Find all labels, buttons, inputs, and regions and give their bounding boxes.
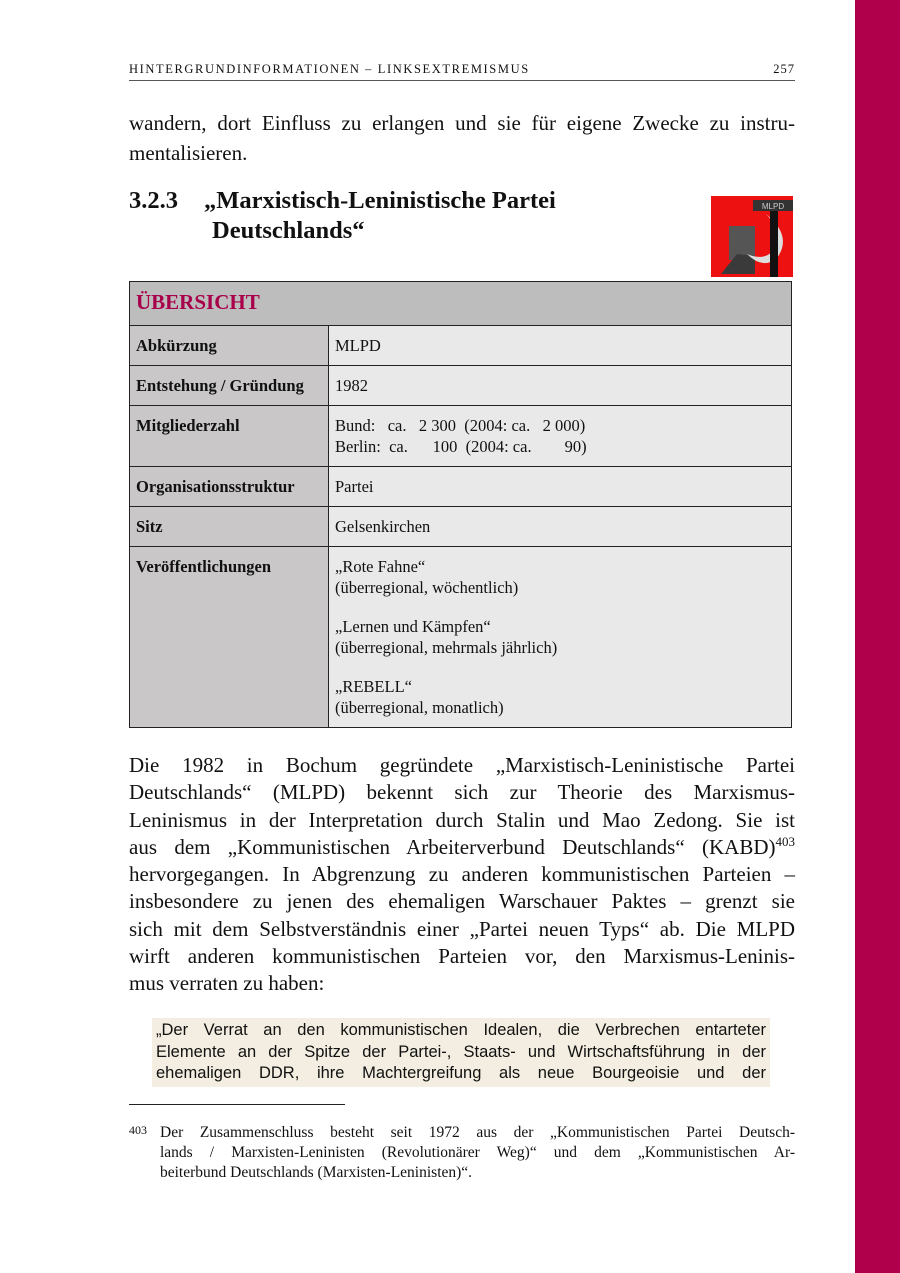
text-line: Die 1982 in Bochum gegründete „Marxistisch-Leninistische Partei — [129, 753, 795, 777]
footnote-line: beiterbund Deutschlands (Marxisten-Leninisten)“. — [160, 1164, 473, 1181]
value-line: (überregional, wöchentlich) — [335, 578, 519, 597]
section-heading — [129, 186, 556, 246]
table-row — [130, 326, 792, 366]
row-key: Organisationsstruktur — [130, 467, 329, 507]
table-row — [130, 406, 792, 467]
value-line: Bund: ca. 2 300 (2004: ca. 2 000) — [335, 416, 586, 435]
value-line: Berlin: ca. 100 (2004: ca. 90) — [335, 437, 587, 456]
text-line: Deutschlands“ (MLPD) bekennt sich zur Theorie des Marxismus- — [129, 780, 795, 805]
quote-line: „Der Verrat an den kommunistischen Idealen, die Verbrechen entarteter — [156, 1021, 766, 1039]
section-title-line1: „Marxistisch-Leninistische Partei — [204, 187, 556, 214]
row-value: MLPD — [329, 326, 792, 366]
quote-line: Elemente an der Spitze der Partei-, Staats- und Wirtschaftsführung in der — [156, 1042, 766, 1061]
text-line: insbesondere zu jenen des ehemaligen Warschauer Paktes – grenzt sie — [129, 889, 795, 914]
section-title-line2: Deutschlands“ — [212, 217, 365, 244]
text-line: Leninismus in der Interpretation durch Stalin und Mao Zedong. Sie ist — [129, 807, 795, 832]
footnote-reference[interactable]: 403 — [775, 833, 795, 849]
text-line: wirft anderen kommunistischen Parteien vor, den Marxismus-Leninis- — [129, 944, 795, 969]
row-value — [329, 547, 792, 728]
table-row — [130, 467, 792, 507]
running-header — [129, 62, 795, 81]
row-key: Entstehung / Gründung — [130, 366, 329, 406]
value-line: (überregional, mehrmals jährlich) — [335, 638, 558, 657]
text-line — [129, 834, 795, 861]
row-value: Partei — [329, 467, 792, 507]
value-line: (überregional, monatlich) — [335, 698, 504, 717]
row-value: Gelsenkirchen — [329, 507, 792, 547]
text-line: wandern, dort Einfluss zu erlangen und sie für eigene Zwecke zu instru- — [129, 111, 795, 135]
table-row — [130, 366, 792, 406]
overview-table — [129, 281, 792, 728]
footnote-divider — [129, 1104, 345, 1105]
footnote-number: 403 — [129, 1123, 147, 1137]
page-edge-bar — [855, 0, 900, 1273]
row-key: Abkürzung — [130, 326, 329, 366]
value-line: „Rote Fahne“ — [335, 557, 426, 576]
footnote-line: Der Zusammenschluss besteht seit 1972 aus der „Kommunistischen Partei Deutsch- — [160, 1124, 795, 1141]
row-value — [329, 406, 792, 467]
mlpd-logo — [711, 196, 793, 277]
quote-line: ehemaligen DDR, ihre Machtergreifung als neue Bourgeoisie und der — [156, 1064, 766, 1082]
text-line: mentalisieren. — [129, 141, 248, 165]
text-line: hervorgegangen. In Abgrenzung zu anderen kommunistischen Parteien – — [129, 862, 795, 887]
table-row — [130, 547, 792, 728]
logo-text: MLPD — [761, 202, 785, 211]
footnote — [129, 1123, 795, 1183]
value-line: „Lernen und Kämpfen“ — [335, 617, 491, 636]
text-line: sich mit dem Selbstverständnis einer „Partei neuen Typs“ ab. Die MLPD — [129, 916, 795, 941]
row-key: Veröffentlichungen — [130, 547, 329, 728]
row-key: Sitz — [130, 507, 329, 547]
block-quote — [152, 1018, 770, 1087]
table-row — [130, 507, 792, 547]
page-number: 257 — [773, 62, 795, 76]
row-key: Mitgliederzahl — [130, 406, 329, 467]
text-line-content: aus dem „Kommunistischen Arbeiterverbund Deutschlands“ (KABD) — [129, 834, 776, 859]
intro-paragraph — [129, 108, 795, 168]
footnote-line: lands / Marxisten-Leninisten (Revolutionärer Weg)“ und dem „Kommunistischen Ar- — [160, 1144, 795, 1161]
row-value: 1982 — [329, 366, 792, 406]
header-title: HINTERGRUNDINFORMATIONEN – LINKSEXTREMISMUS — [129, 62, 530, 76]
text-line: mus verraten zu haben: — [129, 971, 325, 996]
value-line: „REBELL“ — [335, 677, 412, 696]
table-heading: ÜBERSICHT — [130, 282, 792, 326]
section-number: 3.2.3 — [129, 187, 178, 214]
body-paragraph — [129, 752, 795, 998]
